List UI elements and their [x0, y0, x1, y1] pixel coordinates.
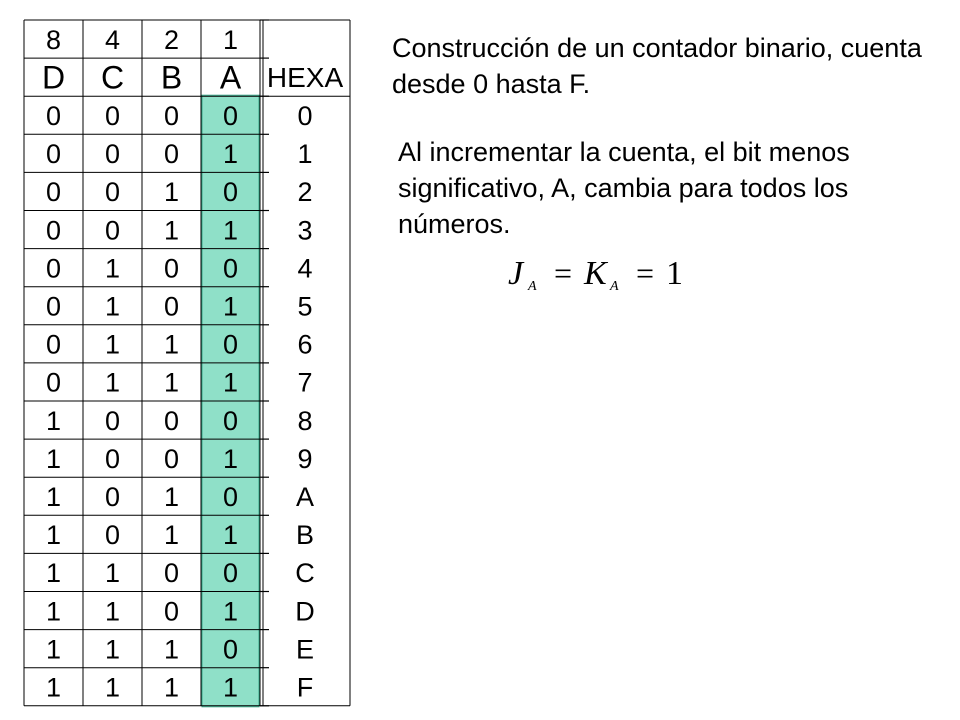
- bit-value-cell: 1: [45, 443, 62, 474]
- bit-value-cell: 1: [222, 443, 239, 474]
- equation-drawing: [500, 250, 700, 300]
- bit-value-cell: 1: [104, 634, 121, 665]
- equation-equals-sign-2: =: [636, 255, 655, 291]
- bit-value-cell: 0: [45, 215, 62, 246]
- column-header: D: [41, 59, 66, 96]
- bit-value-cell: 1: [163, 367, 180, 398]
- hex-value-cell: 8: [297, 405, 313, 436]
- bit-value-cell: 0: [163, 443, 180, 474]
- truth-table-drawing: [24, 20, 350, 703]
- bit-value-cell: 0: [222, 329, 239, 360]
- bit-value-cell: 1: [163, 634, 180, 665]
- bit-value-cell: 1: [104, 291, 121, 322]
- bit-value-cell: 1: [104, 596, 121, 627]
- equation-equals-sign-1: =: [554, 255, 573, 291]
- bit-value-cell: 1: [222, 672, 239, 703]
- bit-value-cell: 0: [45, 329, 62, 360]
- bit-value-cell: 1: [45, 405, 62, 436]
- equation-j-symbol: J: [508, 255, 524, 292]
- bit-value-cell: 0: [45, 291, 62, 322]
- bit-value-cell: 1: [222, 215, 239, 246]
- bit-value-cell: 0: [45, 139, 62, 170]
- weight-label: 1: [222, 24, 239, 55]
- bit-value-cell: 0: [104, 443, 121, 474]
- bit-value-cell: 1: [222, 596, 239, 627]
- bit-value-cell: 1: [163, 329, 180, 360]
- hex-value-cell: E: [295, 634, 315, 665]
- bit-value-cell: 0: [163, 253, 180, 284]
- hex-value-cell: 1: [297, 139, 313, 170]
- bit-value-cell: 1: [163, 520, 180, 551]
- hex-value-cell: F: [296, 672, 314, 703]
- bit-value-cell: 1: [104, 367, 121, 398]
- bit-value-cell: 1: [45, 558, 62, 589]
- bit-value-cell: 1: [104, 672, 121, 703]
- column-header-hexa: HEXA: [266, 62, 344, 94]
- bit-value-cell: 0: [45, 253, 62, 284]
- hex-value-cell: 3: [297, 215, 313, 246]
- bit-value-cell: 0: [104, 481, 121, 512]
- bit-value-cell: 1: [222, 367, 239, 398]
- bit-value-cell: 0: [222, 481, 239, 512]
- column-header: A: [219, 59, 242, 96]
- equation-k-symbol: K: [584, 255, 607, 292]
- bit-value-cell: 0: [104, 100, 121, 131]
- bit-value-cell: 0: [104, 139, 121, 170]
- bit-value-cell: 0: [45, 177, 62, 208]
- bit-value-cell: 1: [104, 253, 121, 284]
- bit-value-cell: 0: [222, 253, 239, 284]
- description-paragraph-2: Al incrementar la cuenta, el bit menos significativo, A, cambia para todos los números.: [398, 137, 850, 239]
- bit-value-cell: 1: [163, 672, 180, 703]
- hex-value-cell: 6: [297, 329, 313, 360]
- bit-value-cell: 0: [222, 634, 239, 665]
- bit-value-cell: 0: [163, 100, 180, 131]
- bit-value-cell: 1: [222, 139, 239, 170]
- hex-value-cell: C: [295, 558, 315, 589]
- equation-value: 1: [666, 255, 683, 292]
- hex-value-cell: 5: [297, 291, 313, 322]
- weight-label: 4: [104, 24, 121, 55]
- bit-value-cell: 0: [222, 177, 239, 208]
- hex-value-cell: 2: [297, 177, 313, 208]
- bit-value-cell: 0: [163, 558, 180, 589]
- bit-value-cell: 0: [45, 100, 62, 131]
- bit-value-cell: 0: [222, 558, 239, 589]
- bit-value-cell: 1: [104, 558, 121, 589]
- equation-j-subscript: A: [528, 279, 537, 294]
- column-header: C: [100, 59, 125, 96]
- bit-value-cell: 1: [45, 481, 62, 512]
- equation-k-subscript: A: [610, 279, 619, 294]
- bit-value-cell: 0: [163, 596, 180, 627]
- counter-truth-table: [24, 20, 350, 703]
- weight-label: 8: [45, 24, 62, 55]
- bit-value-cell: 1: [163, 481, 180, 512]
- bit-value-cell: 1: [45, 634, 62, 665]
- description-paragraph-1: Construcción de un contador binario, cuenta desde 0 hasta F.: [392, 33, 922, 99]
- bit-value-cell: 0: [104, 177, 121, 208]
- jk-equation: [500, 250, 700, 300]
- bit-value-cell: 1: [104, 329, 121, 360]
- bit-value-cell: 0: [104, 520, 121, 551]
- bit-value-cell: 1: [222, 520, 239, 551]
- bit-value-cell: 1: [163, 177, 180, 208]
- hex-value-cell: 7: [297, 367, 313, 398]
- hex-value-cell: 0: [297, 100, 313, 131]
- bit-value-cell: 1: [163, 215, 180, 246]
- hex-value-cell: 9: [297, 443, 313, 474]
- bit-value-cell: 0: [104, 215, 121, 246]
- bit-value-cell: 0: [163, 291, 180, 322]
- hex-value-cell: 4: [297, 253, 313, 284]
- bit-value-cell: 0: [104, 405, 121, 436]
- column-header: B: [160, 59, 183, 96]
- bit-value-cell: 1: [222, 291, 239, 322]
- bit-value-cell: 0: [163, 139, 180, 170]
- hex-value-cell: D: [295, 596, 315, 627]
- bit-value-cell: 1: [45, 672, 62, 703]
- hex-value-cell: B: [295, 520, 315, 551]
- bit-value-cell: 0: [45, 367, 62, 398]
- bit-value-cell: 0: [163, 405, 180, 436]
- bit-value-cell: 0: [222, 405, 239, 436]
- bit-value-cell: 1: [45, 520, 62, 551]
- weight-label: 2: [163, 24, 180, 55]
- hex-value-cell: A: [295, 481, 315, 512]
- bit-value-cell: 1: [45, 596, 62, 627]
- bit-value-cell: 0: [222, 100, 239, 131]
